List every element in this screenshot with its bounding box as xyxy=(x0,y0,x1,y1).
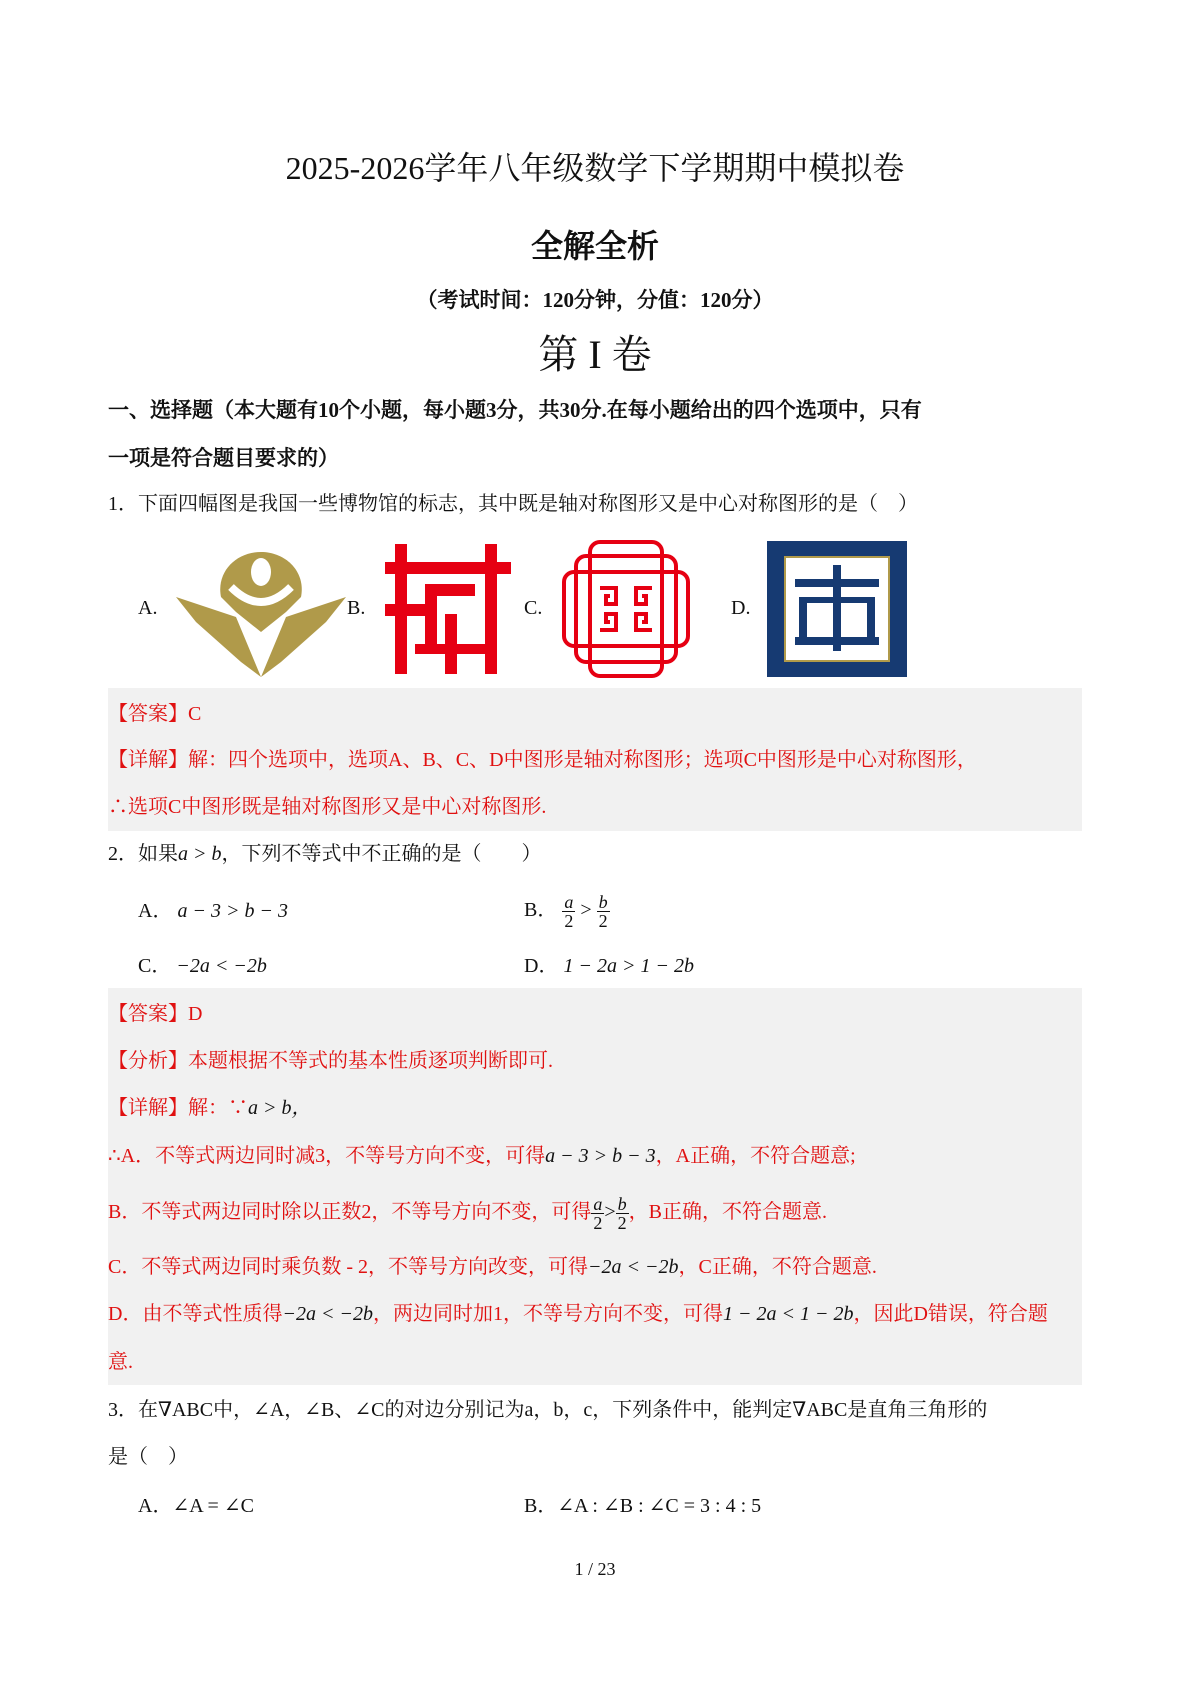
option-math: −2a < −2b xyxy=(176,955,267,977)
q3-stem-2: 是（ ） xyxy=(108,1446,188,1468)
option-math: 1 − 2a > 1 − 2b xyxy=(563,955,694,977)
volume-heading: 第 I 卷 xyxy=(538,332,652,377)
q2-line-d xyxy=(108,1300,1048,1328)
line-math: 1 − 2a < 1 − 2b xyxy=(722,1303,854,1325)
q2-option-b: B． $\frac{a}{2}$ > $\frac{b}{2}$ xyxy=(524,891,608,931)
q1-conclusion: ∴选项C中图形既是轴对称图形又是中心对称图形. xyxy=(108,796,547,818)
q2-stem xyxy=(108,840,542,868)
fraction xyxy=(616,1195,629,1232)
detail-text: 解：四个选项中，选项A、B、C、D中图形是轴对称图形；选项C中图形是中心对称图形， xyxy=(188,749,977,771)
denominator: 2 xyxy=(617,1212,627,1233)
doc-subtitle: 全解全析 xyxy=(530,228,659,264)
q2-detail xyxy=(108,1094,312,1122)
line-text: ，因此D错误，符合题 xyxy=(853,1303,1048,1325)
q1-stem: 1．下面四幅图是我国一些博物馆的标志，其中既是轴对称图形又是中心对称图形的是（ ） xyxy=(108,493,918,515)
exam-info: （考试时间：120分钟，分值：120分） xyxy=(416,288,774,312)
page-number: 1 / 23 xyxy=(574,1559,616,1579)
logo-d-image xyxy=(767,541,907,677)
detail-text: 解：∵ xyxy=(188,1097,248,1119)
option-label: D． xyxy=(524,955,559,977)
q1-detail xyxy=(108,746,977,774)
logo-c-image xyxy=(560,538,692,680)
line-text: ，B正确，不符合题意. xyxy=(628,1201,827,1223)
q2-line-b: B．不等式两边同时除以正数2，不等号方向不变，可得 $\frac{a}{2}$ > $\frac{b}{2}$ ，B正确，不符合题意. xyxy=(108,1193,827,1233)
q2-option-a xyxy=(138,897,288,925)
line-text: D．由不等式性质得 xyxy=(108,1303,283,1325)
option-label: C． xyxy=(138,955,172,977)
denominator: 2 xyxy=(564,910,574,931)
numerator: a xyxy=(593,1193,603,1214)
detail-tag: 【详解】 xyxy=(108,749,188,771)
q2-line-c xyxy=(108,1253,877,1281)
line-text: B．不等式两边同时除以正数2，不等号方向不变，可得 xyxy=(108,1201,592,1223)
doc-title: 2025-2026学年八年级数学下学期期中模拟卷 xyxy=(285,150,905,186)
option-label: A． xyxy=(138,900,173,922)
answer-tag: 【答案】 xyxy=(108,703,188,725)
logo-b-image xyxy=(385,544,511,674)
section-heading-2: 一项是符合题目要求的） xyxy=(108,446,339,470)
section-heading-1: 一、选择题（本大题有10个小题，每小题3分，共30分.在每小题给出的四个选项中，只有 xyxy=(108,398,922,422)
numerator: b xyxy=(617,1193,627,1214)
line-text: ∴A．不等式两边同时减3，不等号方向不变，可得 xyxy=(108,1145,546,1167)
q3-stem-1: 3．在∇ABC中，∠A，∠B、∠C的对边分别记为a，b，c，下列条件中，能判定∇ABC是直角三角形的 xyxy=(108,1399,988,1421)
q1-label-c: C. xyxy=(524,597,543,619)
analysis-text: 本题根据不等式的基本性质逐项判断即可. xyxy=(188,1050,553,1072)
answer-value: C xyxy=(188,703,202,725)
q1-label-d: D. xyxy=(731,597,751,619)
line-text: ，C正确，不符合题意. xyxy=(678,1256,877,1278)
q2-answer xyxy=(108,1000,202,1028)
option-math: a − 3 > b − 3 xyxy=(177,900,288,922)
numerator: b xyxy=(598,891,608,912)
q3-option-a: A．∠A = ∠C xyxy=(138,1495,254,1517)
fraction-a-over-2 xyxy=(562,893,575,930)
q2-stem-suffix: ，下列不等式中不正确的是（ ） xyxy=(221,843,542,865)
q1-label-b: B. xyxy=(347,597,366,619)
option-label: B． xyxy=(524,899,558,921)
answer-value: D xyxy=(188,1003,203,1025)
q2-stem-math: a > b xyxy=(178,843,222,865)
line-text: ，两边同时加1，不等号方向不变，可得 xyxy=(372,1303,723,1325)
numerator: a xyxy=(564,891,574,912)
detail-math: a > b， xyxy=(248,1097,312,1119)
logo-a-image xyxy=(176,542,346,678)
denominator: 2 xyxy=(598,910,608,931)
answer-tag: 【答案】 xyxy=(108,1003,188,1025)
detail-tag: 【详解】 xyxy=(108,1097,188,1119)
q2-option-c xyxy=(138,952,267,980)
q2-analysis xyxy=(108,1047,553,1075)
line-math: −2a < −2b xyxy=(588,1256,679,1278)
line-text: ，A正确，不符合题意; xyxy=(655,1145,856,1167)
q2-line-d-end: 意. xyxy=(108,1351,133,1373)
q2-option-d xyxy=(524,952,694,980)
q2-line-a xyxy=(108,1142,856,1170)
analysis-tag: 【分析】 xyxy=(108,1050,188,1072)
line-math: −2a < −2b xyxy=(282,1303,373,1325)
q2-stem-prefix: 2．如果 xyxy=(108,843,178,865)
q1-label-a: A. xyxy=(138,597,158,619)
denominator: 2 xyxy=(593,1212,603,1233)
q3-option-b: B．∠A : ∠B : ∠C = 3 : 4 : 5 xyxy=(524,1495,762,1517)
fraction xyxy=(591,1195,604,1232)
fraction-b-over-2 xyxy=(597,893,610,930)
line-text: C．不等式两边同时乘负数 - 2，不等号方向改变，可得 xyxy=(108,1256,588,1278)
line-math: a − 3 > b − 3 xyxy=(545,1145,656,1167)
q1-answer xyxy=(108,700,201,728)
